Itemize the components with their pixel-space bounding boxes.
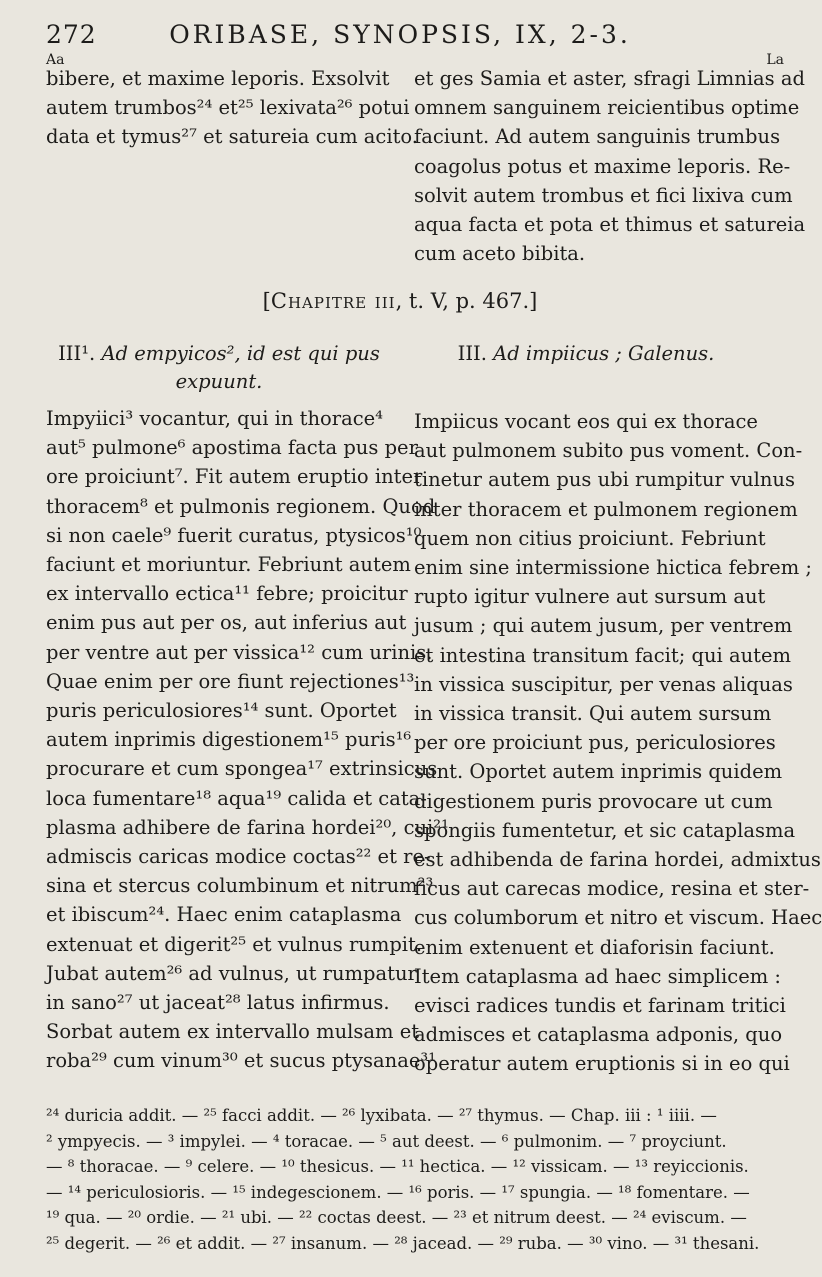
body-left-lines-20: Jubat autem²⁶ ad vulnus, ut rumpatur <box>46 961 417 985</box>
body-left-lines-1: Impyiici³ vocantur, qui in thorace⁴ <box>46 407 384 430</box>
body-left-lines-8: enim pus aut per os, aut inferius aut <box>46 611 407 635</box>
footnotes <box>46 1103 758 1256</box>
body-right-lines-18: cus columborum et nitro et viscum. Haec <box>414 906 822 930</box>
body-right-lines-20: Item cataplasma ad haec simplicem : <box>414 964 782 988</box>
body-left-lines-12: autem inprimis digestionem¹⁵ puris¹⁶ <box>46 728 412 752</box>
body-left-lines-18: et ibiscum²⁴. Haec enim cataplasma <box>46 903 402 927</box>
body-right-column <box>414 407 822 1079</box>
heading-left-number: III¹. <box>58 342 96 365</box>
body-right-lines-22: admisces et cataplasma adponis, quo <box>414 1023 783 1047</box>
top-left-column <box>46 64 418 152</box>
running-header <box>46 20 754 54</box>
body-left-lines-23: roba²⁹ cum vinum³⁰ et sucus ptysanae³¹ <box>46 1049 437 1073</box>
chapter-reference <box>0 289 800 313</box>
siglum-right: La <box>766 52 784 68</box>
body-left-lines-17: sina et stercus columbinum et nitrum²³ <box>46 874 434 898</box>
body-right-lines-13: sunt. Oportet autem inprimis quidem <box>414 760 783 784</box>
body-right-lines-7: rupto igitur vulnere aut sursum aut <box>414 585 766 609</box>
body-left-lines-2: aut⁵ pulmone⁶ apostima facta pus per <box>46 436 418 460</box>
body-left-lines-22: Sorbat autem ex intervallo mulsam et <box>46 1020 420 1044</box>
body-left-lines-15: plasma adhibere de farina hordei²⁰, cui²¹ <box>46 815 449 839</box>
running-title: ORIBASE, SYNOPSIS, IX, 2-3. <box>169 20 631 49</box>
body-left-lines-3: ore proiciunt⁷. Fit autem eruptio inter <box>46 465 423 489</box>
footnote-lines-5: ¹⁹ qua. — ²⁰ ordie. — ²¹ ubi. — ²² coctas deest. — ²³ et nitrum deest. — ²⁴ eviscum. — <box>46 1208 747 1227</box>
body-right-lines-11: in vissica transit. Qui autem sursum <box>414 702 772 726</box>
footnote-lines-6: ²⁵ degerit. — ²⁶ et addit. — ²⁷ insanum. — ²⁸ jacead. — ²⁹ ruba. — ³⁰ vino. — ³¹ thesani. <box>46 1233 760 1253</box>
top-right-lines-7: cum aceto bibita. <box>414 242 586 266</box>
body-left-lines-7: ex intervallo ectica¹¹ febre; proicitur <box>46 582 408 606</box>
top-right-lines-4: coagolus potus et maxime leporis. Re- <box>414 154 791 178</box>
body-right-lines-3: tinetur autem pus ubi rumpitur vulnus <box>414 468 796 492</box>
top-left-lines-2: autem trumbos²⁴ et²⁵ lexivata²⁶ potui <box>46 96 410 120</box>
footnote-lines-1: ²⁴ duricia addit. — ²⁵ facci addit. — ²⁶ lyxibata. — ²⁷ thymus. — Chap. iii : ¹ iiii. — <box>46 1106 717 1125</box>
siglum-left: Aa <box>46 52 65 68</box>
body-left-lines-19: extenuat et digerit²⁵ et vulnus rumpit. <box>46 932 423 956</box>
top-left-lines-1: bibere, et maxime leporis. Exsolvit <box>46 67 390 90</box>
body-right-lines-2: aut pulmonem subito pus voment. Con- <box>414 439 803 463</box>
body-right-lines-21: evisci radices tundis et farinam tritici <box>414 994 786 1018</box>
body-right-lines-8: jusum ; qui autem jusum, per ventrem <box>414 614 793 638</box>
top-right-lines-1: et ges Samia et aster, sfragi Limnias ad <box>414 67 805 90</box>
body-left-lines-21: in sano²⁷ ut jaceat²⁸ latus infirmus. <box>46 991 390 1015</box>
body-right-lines-1: Impiicus vocant eos qui ex thorace <box>414 410 758 433</box>
body-right-lines-10: in vissica suscipitur, per venas aliquas <box>414 672 793 696</box>
body-right-lines-5: quem non citius proiciunt. Febriunt <box>414 526 766 550</box>
footnote-lines-3: — ⁸ thoracae. — ⁹ celere. — ¹⁰ thesicus. — ¹¹ hectica. — ¹² vissicam. — ¹³ reyiccionis. <box>46 1157 749 1176</box>
body-left-lines-5: si non caele⁹ fuerit curatus, ptysicos¹⁰ <box>46 523 422 547</box>
body-left-lines-16: admiscis caricas modice coctas²² et re- <box>46 845 431 869</box>
body-right-lines-19: enim extenuent et diaforisin faciunt. <box>414 935 775 959</box>
body-right-lines-12: per ore proiciunt pus, periculosiores <box>414 731 776 755</box>
chapter-heading-left <box>46 340 392 396</box>
body-left-lines-14: loca fumentare¹⁸ aqua¹⁹ calida et cata- <box>46 786 427 810</box>
heading-right-text: Ad impiicus ; Galenus. <box>493 342 715 365</box>
body-left-lines-6: faciunt et moriuntur. Febriunt autem <box>46 553 411 577</box>
footnote-lines-4: — ¹⁴ periculosioris. — ¹⁵ indegescionem. — ¹⁶ poris. — ¹⁷ spungia. — ¹⁸ fomentare. — <box>46 1182 750 1202</box>
body-right-lines-4: inter thoracem et pulmonem regionem <box>414 497 798 521</box>
body-right-lines-9: et intestina transitum facit; qui autem <box>414 643 792 667</box>
chapter-heading-right <box>414 340 758 368</box>
body-right-lines-23: operatur autem eruptionis si in eo qui <box>414 1052 790 1076</box>
top-left-lines-3: data et tymus²⁷ et satureia cum acito. <box>46 125 418 149</box>
body-left-lines-10: Quae enim per ore fiunt rejectiones¹³ <box>46 669 415 693</box>
heading-left-line2: expuunt. <box>175 370 263 393</box>
body-right-lines-15: spongiis fumentetur, et sic cataplasma <box>414 818 796 842</box>
top-right-lines-5: solvit autem trombus et fici lixiva cum <box>414 183 793 207</box>
body-right-lines-17: ficus aut carecas modice, resina et ster- <box>414 877 810 901</box>
heading-right-number: III. <box>457 342 487 365</box>
page-number: 272 <box>46 20 97 49</box>
body-right-lines-14: digestionem puris provocare ut cum <box>414 789 773 813</box>
chapter-ref-label: Chapitre iii <box>270 289 396 313</box>
body-right-lines-16: est adhibenda de farina hordei, admixtus <box>414 848 821 872</box>
top-right-lines-6: aqua facta et pota et thimus et satureia <box>414 213 806 237</box>
top-right-lines-2: omnem sanguinem reicientibus optime <box>414 96 800 120</box>
body-right-lines-6: enim sine intermissione hictica febrem ; <box>414 556 812 580</box>
top-right-column <box>414 64 806 268</box>
body-left-column <box>46 404 449 1076</box>
body-left-lines-4: thoracem⁸ et pulmonis regionem. Quod <box>46 494 436 518</box>
body-left-lines-13: procurare et cum spongea¹⁷ extrinsicus <box>46 757 438 781</box>
footnote-lines-2: ² ympyecis. — ³ impylei. — ⁴ toracae. — ⁵ aut deest. — ⁶ pulmonim. — ⁷ proyciunt. <box>46 1131 727 1151</box>
chapter-ref-open: [ <box>262 289 271 313</box>
chapter-ref-rest: , t. V, p. 467.] <box>395 289 538 313</box>
body-left-lines-11: puris periculosiores¹⁴ sunt. Oportet <box>46 699 397 723</box>
heading-left-line1: Ad empyicos², id est qui pus <box>101 342 380 365</box>
body-left-lines-9: per ventre aut per vissica¹² cum urinis. <box>46 640 433 664</box>
top-right-lines-3: faciunt. Ad autem sanguinis trumbus <box>414 125 781 149</box>
